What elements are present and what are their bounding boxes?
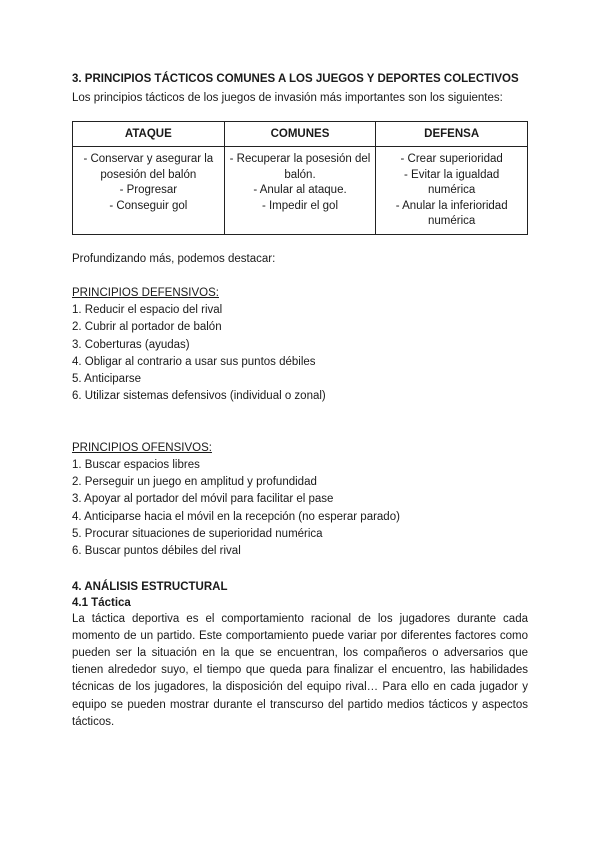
list-item: 1. Buscar espacios libres [72, 458, 200, 471]
section-3-intro: Los principios tácticos de los juegos de invasión más importantes son los siguientes: [72, 92, 503, 104]
table-cell-attack [73, 147, 225, 235]
table-header-defense: DEFENSA [376, 122, 528, 147]
list-item: 6. Utilizar sistemas defensivos (individual o zonal) [72, 390, 326, 403]
section-4-title: 4. ANÁLISIS ESTRUCTURAL [72, 580, 228, 593]
list-item: 3. Apoyar al portador del móvil para facilitar el pase [72, 493, 334, 506]
attack-item: - Progresar [119, 184, 178, 196]
list-item: 4. Obligar al contrario a usar sus puntos débiles [72, 355, 316, 368]
attack-item: - Conseguir gol [109, 199, 188, 212]
tactical-principles-table [72, 121, 528, 235]
defensive-principles-title: PRINCIPIOS DEFENSIVOS: [72, 287, 219, 299]
document-page [72, 72, 528, 731]
list-item: 3. Coberturas (ayudas) [72, 338, 190, 351]
defense-item: - Anular la inferioridad numérica [395, 199, 508, 227]
tactics-paragraph: La táctica deportiva es el comportamiento racional de los jugadores durante cada momento de un partido. Este comportamiento puede variar por diferentes factores como pueden ser la situación en la que se encuentran, los compañeros o adversarios que tienen alrededor suyo, el tiempo que queda para finalizar el encuentro, las habilidades técnicas de los jugadores, la disposición del equipo rival… Para ello en cada jugador y equipo se pueden mostrar durante el transcurso del partido medios tácticos y aspectos tácticos. [72, 612, 528, 728]
list-item: 2. Cubrir al portador de balón [72, 321, 222, 334]
offensive-principles-list [72, 457, 528, 561]
list-item: 6. Buscar puntos débiles del rival [72, 545, 241, 558]
list-item: 5. Procurar situaciones de superioridad numérica [72, 527, 323, 540]
attack-item: - Conservar y asegurar la posesión del balón [83, 153, 214, 181]
list-item: 4. Anticiparse hacia el móvil en la recepción (no esperar parado) [72, 510, 400, 523]
table-cell-defense [376, 147, 528, 235]
table-header-attack: ATAQUE [73, 122, 225, 147]
common-item: - Anular al ataque. [253, 184, 347, 196]
defensive-principles-list [72, 302, 528, 406]
transition-text: Profundizando más, podemos destacar: [72, 253, 276, 265]
offensive-principles-title: PRINCIPIOS OFENSIVOS: [72, 441, 212, 454]
common-item: - Impedir el gol [261, 199, 339, 212]
section-3-title: 3. PRINCIPIOS TÁCTICOS COMUNES A LOS JUEGOS Y DEPORTES COLECTIVOS [72, 73, 519, 85]
list-item: 2. Perseguir un juego en amplitud y profundidad [72, 476, 317, 489]
section-4-1-subtitle: 4.1 Táctica [72, 596, 131, 609]
common-item: - Recuperar la posesión del balón. [229, 153, 371, 181]
defense-item: - Crear superioridad [400, 153, 503, 165]
table-cell-common [224, 147, 376, 235]
defense-item: - Evitar la igualdad numérica [404, 168, 500, 196]
list-item: 5. Anticiparse [72, 373, 142, 386]
list-item: 1. Reducir el espacio del rival [72, 304, 223, 316]
table-header-common: COMUNES [224, 122, 376, 147]
